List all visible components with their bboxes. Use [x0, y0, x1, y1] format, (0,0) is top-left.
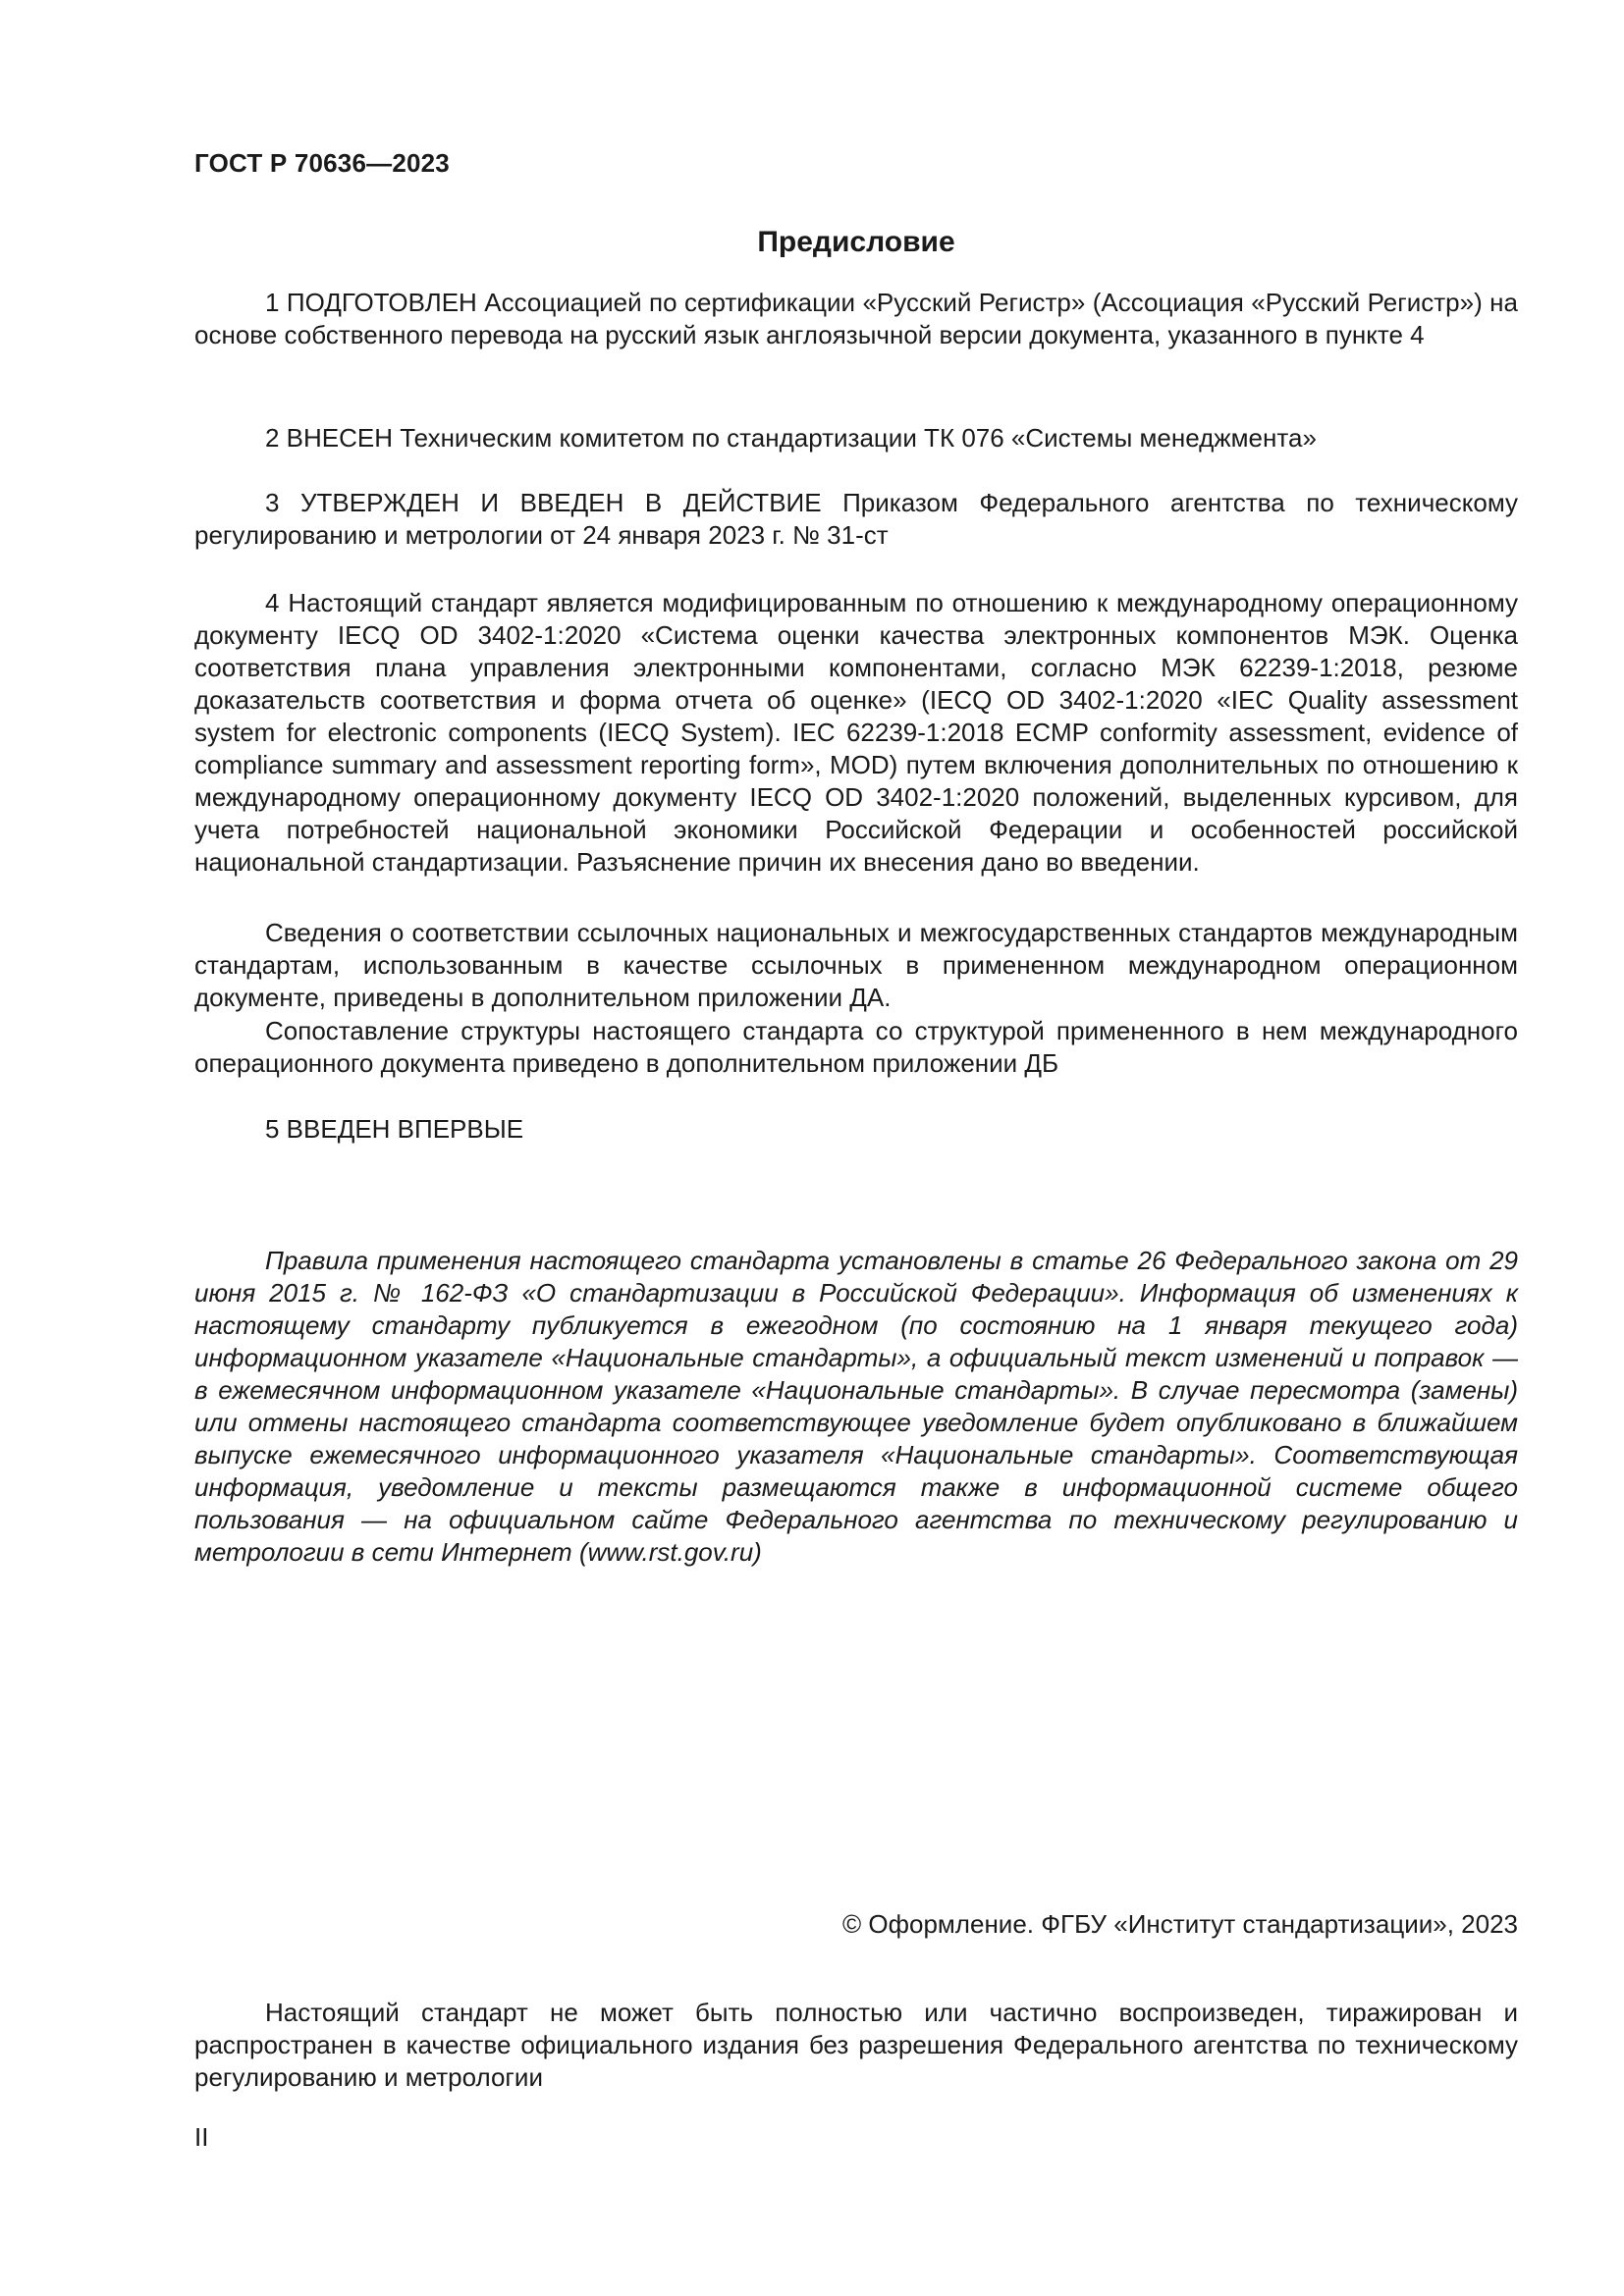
foreword-item-1: 1 ПОДГОТОВЛЕН Ассоциацией по сертификации «Русский Регистр» (Ассоциация «Русский Регистр») на основе собственного перевода на русский язык англоязычной версии документа, указанного в пункте 4: [194, 288, 1518, 349]
copyright-line: © Оформление. ФГБУ «Институт стандартизации», 2023: [842, 1909, 1518, 1939]
foreword-item-2: 2 ВНЕСЕН Техническим комитетом по стандартизации ТК 076 «Системы менеджмента»: [265, 423, 1317, 453]
page-title: Предисловие: [757, 226, 955, 258]
foreword-item-4: 4 Настоящий стандарт является модифицированным по отношению к международному операционному документу IECQ OD 3402-1:2020 «Система оценки качества электронных компонентов МЭК. Оценка соответствия плана управления электронными компонентами, согласно МЭК 62239-1:2018, резюме доказательств соответствия и форма отчета об оценке» (IECQ OD 3402-1:2020 «IEC Quality assessment system for electronic components (IECQ System). IEC 62239-1:2018 ECMP conformity assessment, evidence of compliance summary and assessment reporting form», MOD) путем включения дополнительных по отношению к международному операционному документу IECQ OD 3402-1:2020 положений, выделенных курсивом, для учета потребностей национальной экономики Российской Федерации и особенностей российской национальной стандартизации. Разъяснение причин их внесения дано во введении.: [194, 588, 1518, 877]
page-number: II: [194, 2122, 209, 2152]
foreword-item-4-structure: Сопоставление структуры настоящего стандарта со структурой примененного в нем международного операционного документа приведено в дополнительном приложении ДБ: [194, 1016, 1518, 1078]
foreword-item-4-references: Сведения о соответствии ссылочных национальных и межгосударственных стандартов международным стандартам, использованным в качестве ссылочных в примененном международном операционном документе, приведены в дополнительном приложении ДА.: [194, 918, 1518, 1012]
foreword-item-3: 3 УТВЕРЖДЕН И ВВЕДЕН В ДЕЙСТВИЕ Приказом Федерального агентства по техническому регулированию и метрологии от 24 января 2023 г. № 31-ст: [194, 488, 1518, 550]
rules-of-application-note: Правила применения настоящего стандарта установлены в статье 26 Федерального закона от 29 июня 2015 г. № 162-ФЗ «О стандартизации в Российской Федерации». Информация об изменениях к настоящему стандарту публикуется в ежегодном (по состоянию на 1 января текущего года) информационном указателе «Национальные стандарты», а официальный текст изменений и поправок — в ежемесячном информационном указателе «Национальные стандарты». В случае пересмотра (замены) или отмены настоящего стандарта соответствующее уведомление будет опубликовано в ближайшем выпуске ежемесячного информационного указателя «Национальные стандарты». Соответствующая информация, уведомление и тексты размещаются также в информационной системе общего пользования — на официальном сайте Федерального агентства по техническому регулированию и метрологии в сети Интернет (www.rst.gov.ru): [194, 1246, 1518, 1567]
reproduction-notice: Настоящий стандарт не может быть полностью или частично воспроизведен, тиражирован и распространен в качестве официального издания без разрешения Федерального агентства по техническому регулированию и метрологии: [194, 1998, 1518, 2092]
document-code-header: ГОСТ Р 70636—2023: [194, 148, 450, 178]
foreword-item-5: 5 ВВЕДЕН ВПЕРВЫЕ: [265, 1114, 524, 1144]
